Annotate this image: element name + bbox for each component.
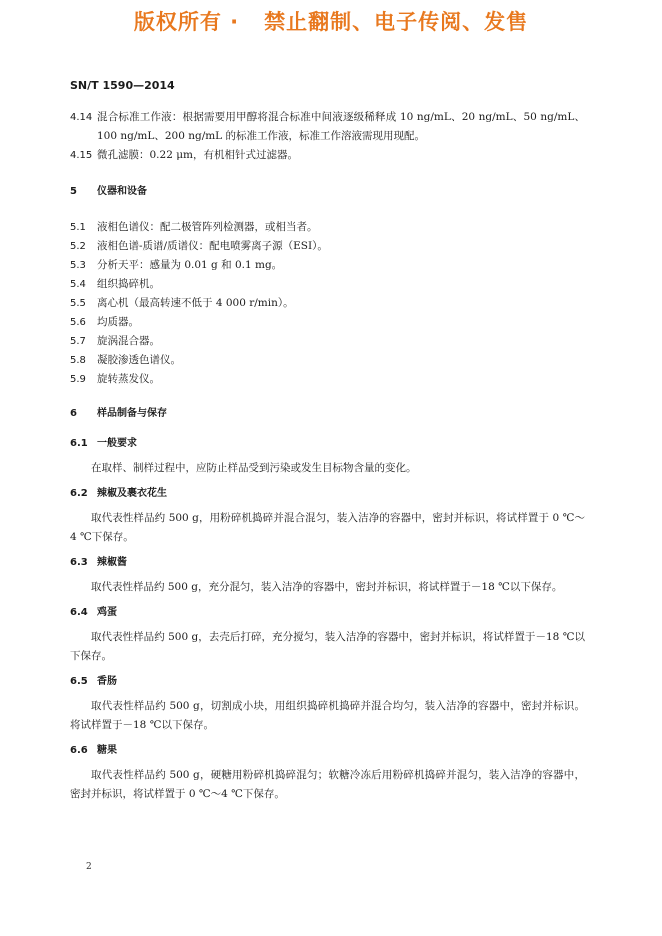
clause-text: 液相色谱仪：配二极管阵列检测器，或相当者。 (97, 221, 318, 233)
section-number: 5 (70, 186, 77, 197)
document-body (70, 108, 585, 804)
subsection-paragraph: 取代表性样品约 500 g，去壳后打碎，充分搅匀，装入洁净的容器中，密封并标识，将试样置于－18 ℃以下保存。 (70, 631, 585, 662)
clause-item (70, 256, 585, 275)
page-number: 2 (86, 862, 92, 872)
clause-item (70, 108, 585, 146)
subsection-heading (70, 672, 585, 691)
subsection-paragraph: 取代表性样品约 500 g，切割成小块，用组织捣碎机捣碎并混合均匀，装入洁净的容器中，密封并标识。将试样置于－18 ℃以下保存。 (70, 700, 585, 731)
subsection-number: 6.3 (70, 557, 88, 568)
subsection-title: 香肠 (97, 676, 117, 687)
clause-text: 分析天平：感量为 0.01 g 和 0.1 mg。 (97, 259, 283, 271)
clause-number: 5.6 (70, 317, 86, 328)
clause-item (70, 218, 585, 237)
subsection-number: 6.6 (70, 745, 88, 756)
clause-number: 4.15 (70, 150, 93, 161)
subsection-heading (70, 553, 585, 572)
clause-text: 凝胶渗透色谱仪。 (97, 354, 181, 366)
section-number: 6 (70, 408, 77, 419)
clause-number: 5.8 (70, 355, 86, 366)
clause-number: 5.7 (70, 336, 86, 347)
clause-item (70, 370, 585, 389)
clause-text: 组织捣碎机。 (97, 278, 160, 290)
subsection-heading (70, 434, 585, 453)
clause-item (70, 332, 585, 351)
subsection-paragraph: 取代表性样品约 500 g，硬糖用粉碎机捣碎混匀；软糖冷冻后用粉碎机捣碎并混匀，装入洁净的容器中，密封并标识，将试样置于 0 ℃～4 ℃下保存。 (70, 769, 585, 800)
subsection-title: 辣椒及裹衣花生 (97, 488, 167, 499)
clause-text: 旋转蒸发仪。 (97, 373, 160, 385)
section-title: 仪器和设备 (97, 186, 147, 197)
clause-number: 4.14 (70, 112, 93, 123)
subsection-number: 6.5 (70, 676, 88, 687)
subsection-paragraph: 取代表性样品约 500 g，用粉碎机捣碎并混合混匀，装入洁净的容器中，密封并标识，将试样置于 0 ℃～4 ℃下保存。 (70, 512, 585, 543)
clause-number: 5.9 (70, 374, 86, 385)
clause-number: 5.2 (70, 241, 86, 252)
standard-code: SN/T 1590—2014 (70, 79, 175, 92)
clause-item (70, 237, 585, 256)
clause-number: 5.5 (70, 298, 86, 309)
subsection-paragraph: 在取样、制样过程中，应防止样品受到污染或发生目标物含量的变化。 (91, 462, 417, 474)
clause-text: 液相色谱-质谱/质谱仪：配电喷雾离子源（ESI）。 (97, 240, 328, 252)
subsection-number: 6.4 (70, 607, 88, 618)
clause-number: 5.1 (70, 222, 86, 233)
clause-item (70, 313, 585, 332)
copyright-banner: 版权所有 · 禁止翻制、电子传阅、发售 (133, 10, 529, 34)
clause-item (70, 275, 585, 294)
clause-text: 混合标准工作液：根据需要用甲醇将混合标准中间液逐级稀释成 10 ng/mL、20 ng/mL、50 ng/mL、100 ng/mL、200 ng/mL 的标准工作液，标准工作溶液需现用现配。 (97, 111, 585, 142)
clause-number: 5.4 (70, 279, 86, 290)
subsection-heading (70, 603, 585, 622)
subsection-title: 辣椒酱 (97, 557, 127, 568)
subsection-heading (70, 741, 585, 760)
clause-text: 离心机（最高转速不低于 4 000 r/min）。 (97, 297, 294, 309)
subsection-heading (70, 484, 585, 503)
section-title: 样品制备与保存 (97, 408, 167, 419)
subsection-number: 6.2 (70, 488, 88, 499)
clause-text: 微孔滤膜：0.22 μm，有机相针式过滤器。 (97, 149, 298, 161)
clause-text: 旋涡混合器。 (97, 335, 160, 347)
subsection-title: 鸡蛋 (97, 607, 117, 618)
section-heading (70, 404, 585, 423)
subsection-paragraph: 取代表性样品约 500 g，充分混匀，装入洁净的容器中，密封并标识，将试样置于－18 ℃以下保存。 (91, 581, 563, 593)
section-heading (70, 182, 585, 201)
clause-item (70, 146, 585, 165)
subsection-title: 糖果 (97, 745, 117, 756)
clause-item (70, 294, 585, 313)
clause-number: 5.3 (70, 260, 86, 271)
subsection-title: 一般要求 (97, 438, 137, 449)
subsection-number: 6.1 (70, 438, 88, 449)
clause-item (70, 351, 585, 370)
clause-text: 均质器。 (97, 316, 139, 328)
